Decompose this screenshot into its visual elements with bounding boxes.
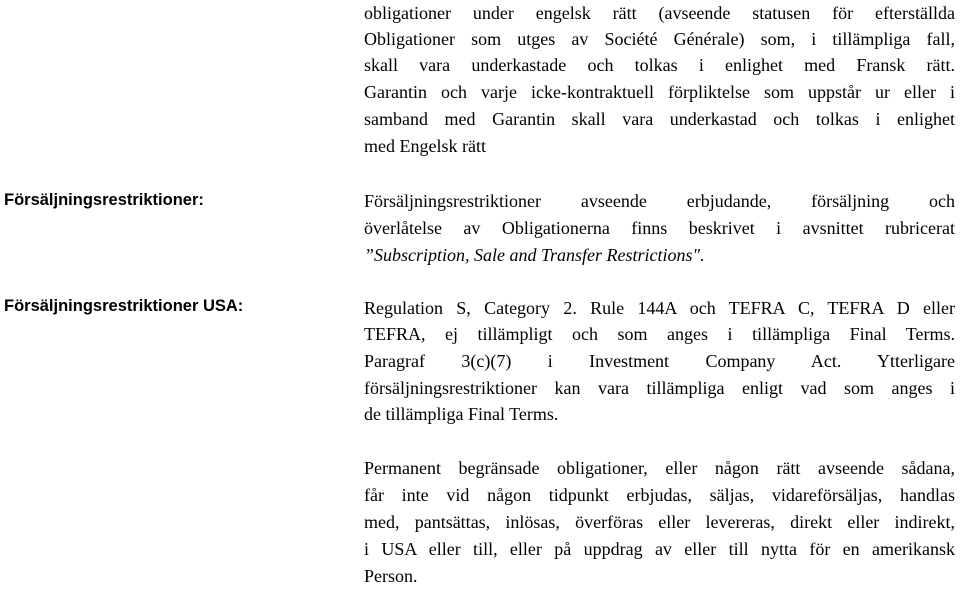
- us-restrictions-line: Regulation S, Category 2. Rule 144A och TEFRA C, TEFRA D eller: [364, 298, 955, 318]
- intro-line: Obligationer som utges av Société Générale) som, i tillämpliga fall,: [364, 29, 955, 49]
- us-restrictions-line: med, pantsättas, inlösas, överföras eller levereras, direkt eller indirekt,: [364, 512, 955, 532]
- intro-line: samband med Garantin skall vara underkastad och tolkas i enlighet: [364, 109, 955, 129]
- us-restrictions-line: försäljningsrestriktioner kan vara tillämpliga enligt vad som anges i: [364, 378, 955, 398]
- us-restrictions-line: Permanent begränsade obligationer, eller någon rätt avseende sådana,: [364, 458, 955, 478]
- intro-line: med Engelsk rätt: [364, 136, 486, 156]
- us-restrictions-line: Person.: [364, 566, 418, 586]
- intro-line: Garantin och varje icke-kontraktuell förpliktelse som uppstår ur eller i: [364, 82, 955, 102]
- intro-line: obligationer under engelsk rätt (avseende statusen för efterställda: [364, 3, 955, 23]
- us-restrictions-line: TEFRA, ej tillämpligt och som anges i tillämpliga Final Terms.: [364, 324, 955, 344]
- sales-restrictions-label: Försäljningsrestriktioner:: [4, 191, 204, 209]
- us-restrictions-label: Försäljningsrestriktioner USA:: [4, 297, 244, 315]
- intro-line: skall vara underkastade och tolkas i enlighet med Fransk rätt.: [364, 55, 955, 75]
- sales-restrictions-line: överlåtelse av Obligationerna finns beskrivet i avsnittet rubricerat: [364, 218, 955, 238]
- us-restrictions-line: Paragraf 3(c)(7) i Investment Company Act. Ytterligare: [364, 351, 955, 371]
- us-restrictions-line: i USA eller till, eller på uppdrag av eller till nytta för en amerikansk: [364, 539, 955, 559]
- sales-restrictions-line: Försäljningsrestriktioner avseende erbjudande, försäljning och: [364, 191, 955, 211]
- sales-restrictions-reference: ”Subscription, Sale and Transfer Restrictions".: [364, 245, 705, 265]
- us-restrictions-line: får inte vid någon tidpunkt erbjudas, säljas, vidareförsäljas, handlas: [364, 485, 955, 505]
- us-restrictions-line: de tillämpliga Final Terms.: [364, 404, 559, 424]
